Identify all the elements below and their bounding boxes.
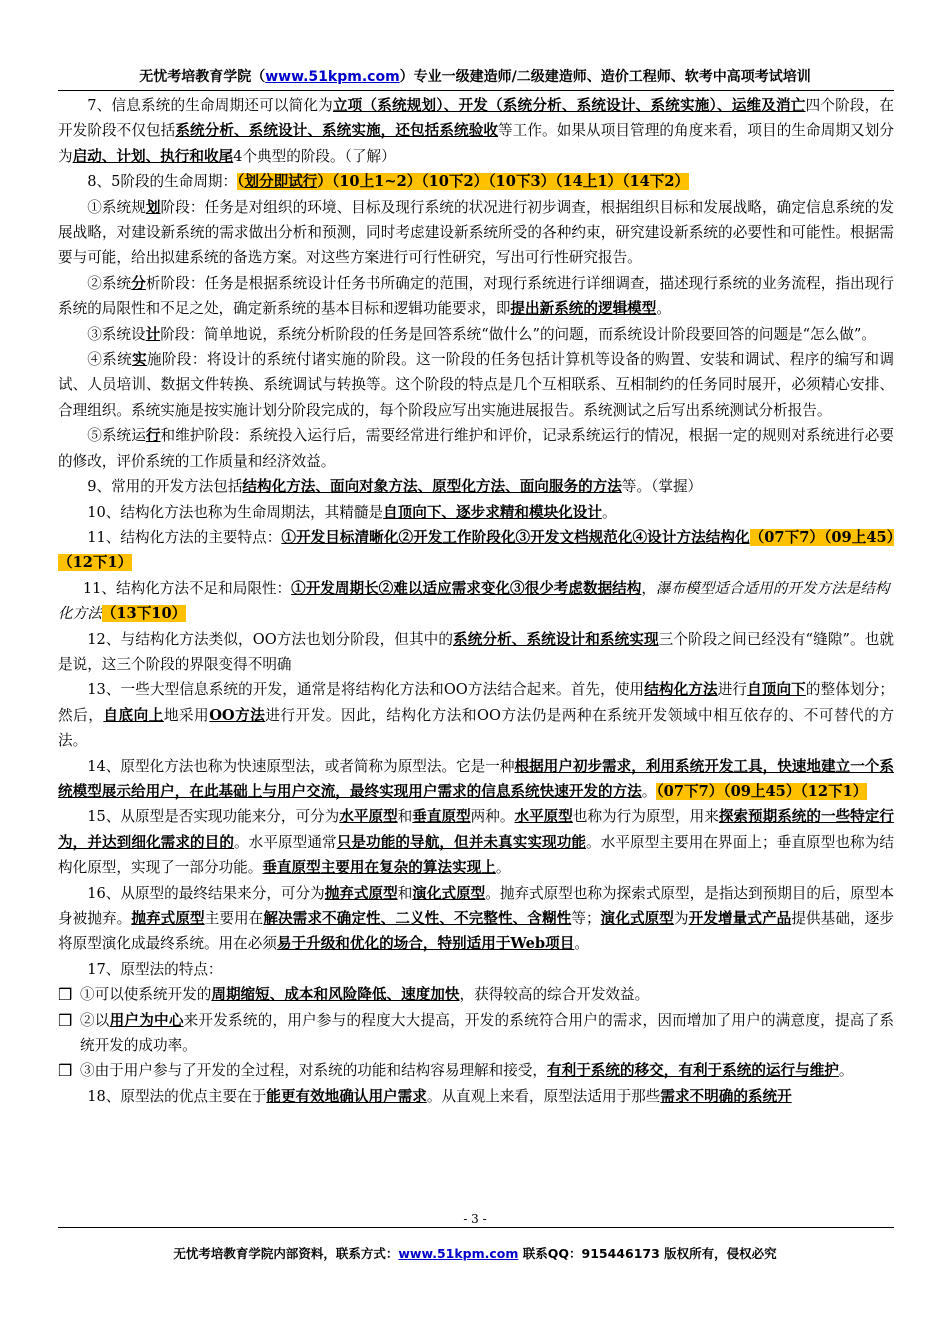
text: 13、一些大型信息系统的开发，通常是将结构化方法和OO方法结合起来。首先，使用 <box>87 681 645 699</box>
paragraph-14 <box>58 754 894 805</box>
key-term: ①开发周期长②难以适应需求变化③很少考虑数据结构 <box>291 579 642 597</box>
key-char: 划 <box>145 198 161 216</box>
key-term: 只是功能的导航，但并未真实实现功能 <box>336 833 587 851</box>
key-char: 行 <box>145 427 161 445</box>
bullet-item-2 <box>58 1008 894 1059</box>
key-term: 演化式原型 <box>600 910 674 927</box>
key-term: 启动、计划、执行和收尾 <box>72 147 234 165</box>
text: ，获得较高的综合开发效益。 <box>459 986 650 1004</box>
header-rule <box>58 90 894 91</box>
text: ①可以使系统开发的 <box>80 986 212 1004</box>
text: 14、原型化方法也称为快速原型法，或者简称为原型法。它是一种 <box>87 757 515 775</box>
key-term: 垂直原型主要用在复杂的算法实现上 <box>262 859 496 877</box>
text: 。 <box>574 935 589 953</box>
text: 。水平原型主要用在界面上；垂直原型也称为结构化原型，实现了一部分功能。 <box>58 833 894 877</box>
text: 阶段：任务是对组织的环境、目标及现行系统的状况进行初步调查，根据组织目标和发展战略，确定信息系统的发展战略，对建设新系统的需求做出分析和预测，同时考虑建设新系统所受的各种约束，研究建设新系统的必要性和可能性。根据需要与可能，给出拟建系统的备选方案。对这些方案进行可行性研究，写出可行性研究报告。 <box>58 198 894 267</box>
text: 。抛弃式原型也称为探索式原型，是指达到预期目的后，原型本身被抛弃。 <box>58 884 894 927</box>
key-term: 系统分析、系统设计、系统实施，还包括系统验收 <box>175 122 499 140</box>
highlight-term: 划分即试行 <box>244 173 318 191</box>
text: 16、从原型的最终结果来分，可分为 <box>87 884 325 902</box>
text: 和维护阶段：系统投入运行后，需要经常进行维护和评价，记录系统运行的情况，根据一定的规则对系统进行必要的修改，评价系统的工作质量和经济效益。 <box>58 427 894 470</box>
key-term: 提出新系统的逻辑模型 <box>510 300 657 318</box>
text: 15、从原型是否实现功能来分，可分为 <box>87 808 340 826</box>
text: 。 <box>601 503 617 521</box>
text: 9、常用的开发方法包括 <box>87 478 243 496</box>
footer-suffix: 联系QQ：915446173 版权所有，侵权必究 <box>518 1246 777 1261</box>
italic-note: 瀑布模型适合适用的开发方法是结构化方法 <box>58 579 890 623</box>
footer-link[interactable]: www.51kpm.com <box>398 1246 519 1261</box>
text: 四个阶段，在开发阶段不仅包括 <box>58 97 894 140</box>
text: 11、结构化方法不足和局限性： <box>82 579 292 597</box>
key-term: 解决需求不确定性、二义性、不完整性、含糊性 <box>263 910 572 927</box>
paragraph-15 <box>58 804 894 880</box>
text: 。 <box>656 300 671 318</box>
checkbox-icon: ❒ <box>58 1061 73 1081</box>
bullet-text <box>80 982 894 1007</box>
key-term: 自顶向下、逐步求精和模块化设计 <box>383 503 602 521</box>
bullet-item-1 <box>58 982 894 1007</box>
text: ， <box>641 579 656 597</box>
key-term: 自顶向下 <box>747 681 806 699</box>
key-char: 计 <box>145 325 161 343</box>
bullet-text <box>80 1058 894 1083</box>
key-term: ①开发目标清晰化②开发工作阶段化③开发文档规范化④设计方法结构化 <box>281 528 750 546</box>
footer-rule <box>58 1227 894 1228</box>
text: ②系统 <box>87 274 132 292</box>
paragraph-10 <box>58 500 894 525</box>
stage-1 <box>58 195 894 271</box>
key-term: 开发增量式产品 <box>688 910 792 927</box>
paragraph-18 <box>58 1084 894 1109</box>
page-header <box>0 66 950 86</box>
bullet-item-3 <box>58 1058 894 1083</box>
header-prefix: 无忧考培教育学院（ <box>139 69 266 85</box>
key-term: 水平原型 <box>339 808 398 826</box>
key-term: 立项（系统规划）、开发（系统分析、系统设计、系统实施）、运维及消亡 <box>332 97 806 114</box>
exam-reference: （13下10） <box>101 605 187 623</box>
stage-2 <box>58 271 894 322</box>
text: 等； <box>571 910 601 927</box>
page-content <box>58 93 894 1109</box>
paragraph-16 <box>58 881 894 957</box>
key-term: 水平原型 <box>514 808 573 826</box>
text: 。 <box>838 1062 854 1080</box>
paragraph-11-limits <box>58 576 894 627</box>
footer-prefix: 无忧考培教育学院内部资料，联系方式： <box>173 1246 399 1261</box>
key-term: 抛弃式原型 <box>324 884 398 902</box>
paragraph-11-features <box>58 525 894 576</box>
text: 阶段：简单地说，系统分析阶段的任务是回答系统“做什么”的问题，而系统设计阶段要回答的问题是“怎么做”。 <box>160 325 876 343</box>
exam-reference: （07下7）（09上45）（12下1） <box>58 528 894 572</box>
key-term: 抛弃式原型 <box>131 910 205 927</box>
text: ④系统 <box>87 351 133 369</box>
text: 施阶段：将设计的系统付诸实施的阶段。这一阶段的任务包括计算机等设备的购置、安装和调试、程序的编写和调试、人员培训、数据文件转换、系统调试与转换等。这个阶段的特点是几个互相联系、互相制约的任务同时展开，必须精心安排、合理组织。系统实施是按实施计划分阶段完成的，每个阶段应写出实施进展报告。系统测试之后写出系统测试分析报告。 <box>58 351 894 419</box>
text: 4个典型的阶段。（了解） <box>233 147 396 165</box>
key-term: 垂直原型 <box>412 808 471 826</box>
text: ③系统设 <box>87 325 146 343</box>
text: 10、结构化方法也称为生命周期法，其精髓是 <box>87 503 384 521</box>
text: 进行 <box>717 681 748 699</box>
text: ②以 <box>80 1011 110 1029</box>
key-term: 自底向上 <box>103 706 164 724</box>
text: 。 <box>641 782 657 800</box>
stage-5 <box>58 423 894 474</box>
text: 。从直观上来看，原型法适用于那些 <box>426 1087 661 1105</box>
text: 等工作。如果从项目管理的角度来看，项目的生命周期又划分为 <box>58 122 894 165</box>
text: 为 <box>673 910 689 927</box>
paragraph-13 <box>58 677 894 753</box>
text: 12、与结构化方法类似，OO方法也划分阶段，但其中的 <box>87 630 454 648</box>
text: 析阶段：任务是根据系统设计任务书所确定的范围，对现行系统进行详细调查，描述现行系统的业务流程，指出现行系统的局限性和不足之处，确定新系统的基本目标和逻辑功能要求，即 <box>58 274 894 318</box>
text: 进行开发。因此，结构化方法和OO方法仍是两种在系统开发领域中相互依存的、不可替代的方法。 <box>58 706 894 750</box>
paragraph-7 <box>58 93 894 169</box>
key-term: 系统分析、系统设计和系统实现 <box>453 630 659 648</box>
key-char: 分 <box>131 274 146 292</box>
stage-4 <box>58 347 894 423</box>
header-suffix: ）专业一级建造师/二级建造师、造价工程师、软考中高项考试培训 <box>399 69 811 85</box>
exam-reference: （07下7）（09上45）（12下1） <box>656 782 868 800</box>
text: 来开发系统的，用户参与的程度大大提高，开发的系统符合用户的需求，因而增加了用户的满意度，提高了系统开发的成功率。 <box>80 1011 894 1055</box>
text: 11、结构化方法的主要特点： <box>87 528 282 546</box>
text: 提供基础，逐步将原型演化成最终系统。用在必须 <box>58 910 894 953</box>
key-term: OO方法 <box>209 706 266 724</box>
paragraph-8 <box>58 169 894 194</box>
text: 和 <box>397 808 413 826</box>
text: 8、5阶段的生命周期： <box>87 173 238 191</box>
key-term: 周期缩短、成本和风险降低、速度加快 <box>211 986 460 1004</box>
text: 三个阶段之间已经没有“缝隙”。也就是说，这三个阶段的界限变得不明确 <box>58 630 894 673</box>
text: 的整体划分；然后， <box>58 681 894 724</box>
text: 也称为行为原型，用来 <box>572 808 719 826</box>
text: 等。（掌握） <box>621 478 703 496</box>
text: ①系统规 <box>87 198 146 216</box>
text: 。水平原型通常 <box>234 833 337 851</box>
key-term: 结构化方法、面向对象方法、原型化方法、面向服务的方法 <box>242 478 622 496</box>
page-number: - 3 - <box>463 1212 487 1226</box>
text: ⑤系统运 <box>87 427 146 445</box>
highlight: （ <box>237 173 245 191</box>
text: 18、原型法的优点主要在于 <box>87 1087 267 1105</box>
text: 和 <box>397 884 413 902</box>
text: 7、信息系统的生命周期还可以简化为 <box>87 97 333 114</box>
key-term: 根据用户初步需求，利用系统开发工具，快速地建立一个系统模型展示给用户，在此基础上与用户交流，最终实现用户需求的信息系统快速开发的方法 <box>58 757 894 800</box>
text: 地采用 <box>163 706 210 724</box>
key-term: 结构化方法 <box>644 681 718 699</box>
key-term: 有利于系统的移交，有利于系统的运行与维护 <box>547 1062 839 1080</box>
stage-3 <box>58 322 894 347</box>
key-term: 需求不明确的系统开 <box>660 1087 792 1105</box>
key-term: 能更有效地确认用户需求 <box>266 1087 427 1105</box>
exam-reference: ）（10上1~2）（10下2）（10下3）（14上1）（14下2） <box>317 173 690 191</box>
paragraph-17: 17、原型法的特点： <box>87 960 223 978</box>
key-char: 实 <box>132 351 147 369</box>
text: 主要用在 <box>204 910 264 927</box>
text: 两种。 <box>470 808 515 826</box>
key-term: 易于升级和优化的场合，特别适用于Web项目 <box>276 935 575 953</box>
page-footer <box>0 1244 950 1262</box>
key-term: 用户为中心 <box>109 1011 184 1029</box>
text: ③由于用户参与了开发的全过程，对系统的功能和结构容易理解和接受， <box>80 1062 548 1080</box>
bullet-text <box>80 1008 894 1059</box>
paragraph-9 <box>58 474 894 499</box>
key-term: 探索预期系统的一些特定行为，并达到细化需求的目的 <box>58 808 894 851</box>
text: 。 <box>495 859 511 877</box>
checkbox-icon: ❒ <box>58 985 73 1005</box>
header-link[interactable]: www.51kpm.com <box>265 69 400 85</box>
key-term: 演化式原型 <box>412 884 486 902</box>
paragraph-12 <box>58 627 894 678</box>
checkbox-icon: ❒ <box>58 1010 73 1030</box>
